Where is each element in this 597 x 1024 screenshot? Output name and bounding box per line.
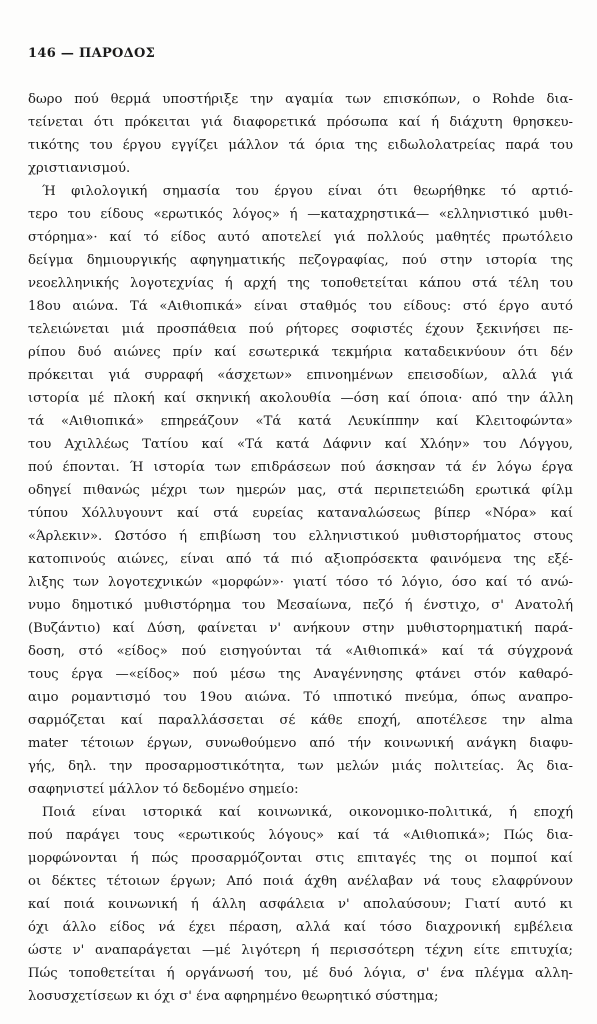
body-text (28, 88, 573, 1008)
text-line: σαρμόζεται καί παραλλάσσεται σέ κάθε εποχή, αποτέλεσε την alma (28, 713, 573, 728)
text-line: οι δέκτες τέτοιων έργων; Από ποιά άχθη ανέλαβαν νά τους ελαφρύνουν (28, 874, 573, 889)
text-line: τους έργα —«είδος» πού μέσω της Αναγέννησης φτάνει στόν καθαρό- (28, 667, 573, 682)
text-line: χριστιανισμού. (28, 161, 131, 176)
text-line: δωρο πού θερμά υποστήριξε την αγαμία των επισκόπων, ο Rohde δια- (28, 92, 573, 107)
text-line: νεοελληνικής λογοτεχνίας ή αρχή της τοποθετείται κάπου στά τέλη του (28, 276, 573, 291)
text-line: τελειώνεται μιά προσπάθεια πού ρήτορες σοφιστές έχουν ξεκινήσει πε- (28, 322, 573, 337)
text-line: mater τέτοιων έργων, συνωθούμενο από τήν κοινωνική ανάγκη διαφυ- (28, 736, 573, 751)
text-line: κατοπινούς αιώνες, είναι από τά πιό αξιοπρόσεκτα φαινόμενα της εξέ- (28, 552, 573, 567)
text-line: λοσυσχετίσεων κι όχι σ' ένα αφηρημένο θεωρητικό σύστημα; (28, 989, 439, 1004)
text-line: ώστε ν' αναπαράγεται —μέ λιγότερη ή περισσότερη τέχνη είτε επιτυχία; (28, 943, 573, 958)
text-line: δοση, στό «είδος» πού εισηγούνται τά «Αιθιοπικά» καί τά σύγχρονά (28, 644, 573, 659)
text-line: «Άρλεκιν». Ωστόσο ή επιβίωση του ελληνιστικού μυθιστορήματος στους (28, 529, 573, 544)
text-line: Ή φιλολογική σημασία του έργου είναι ότι θεωρήθηκε τό αρτιό- (42, 184, 573, 199)
text-line: 18ου αιώνα. Τά «Αιθιοπικά» είναι σταθμός του είδους: στό έργο αυτό (28, 299, 573, 314)
text-line: σαφηνιστεί μάλλον τό δεδομένο σημείο: (28, 782, 299, 797)
text-line: οδηγεί πιθανώς μέχρι των ημερών μας, στά περιπετειώδη ερωτικά φίλμ (28, 483, 573, 498)
running-head: 146 — ΠΑΡΟΔΟΣ (28, 46, 156, 61)
text-line: νυμο δημοτικό μυθιστόρημα του Μεσαίωνα, πεζό ή ένστιχο, σ' Ανατολή (28, 598, 573, 613)
text-line: Ποιά είναι ιστορικά καί κοινωνικά, οικονομικο-πολιτικά, ή εποχή (42, 805, 573, 820)
text-line: ιστορία μέ πλοκή καί σκηνική ακολουθία —όση καί όποια· από την άλλη (28, 391, 573, 406)
text-line: τικότης του έργου εγγίζει μάλλον τά όρια της ειδωλολατρείας παρά του (28, 138, 573, 153)
text-line: (Βυζάντιο) καί Δύση, φαίνεται ν' ανήκουν στην μυθιστορηματική παρά- (28, 621, 573, 636)
text-line: πρόκειται γιά συρραφή «άσχετων» επινοημένων επεισοδίων, αλλά γιά (28, 368, 573, 383)
text-line: στόρημα»· καί τό είδος αυτό αποτελεί γιά πολλούς μαθητές πρωτόλειο (28, 230, 573, 245)
text-line: τείνεται ότι πρόκειται γιά διαφορετικά πρόσωπα καί ή διάχυτη θρησκευ- (28, 115, 573, 130)
text-line: ρίπου δυό αιώνες πρίν καί εσωτερικά τεκμήρια καταδεικνύουν ότι δέν (28, 345, 573, 360)
text-line: πού παράγει τους «ερωτικούς λόγους» καί τά «Αιθιοπικά»; Πώς δια- (28, 828, 573, 843)
text-line: τύπου Χόλλυγουντ καί στά ευρείας καταναλώσεως βίπερ «Νόρα» καί (28, 506, 573, 521)
text-line: του Αχιλλέως Τατίου καί «Τά κατά Δάφνιν καί Χλόην» του Λόγγου, (28, 437, 573, 452)
text-line: δείγμα δημιουργικής αφηγηματικής πεζογραφίας, πού στην ιστορία της (28, 253, 573, 268)
text-line: μορφώνονται ή πώς προσαρμόζονται στις επιταγές της οι πομποί καί (28, 851, 573, 866)
text-line: τά «Αιθιοπικά» επηρεάζουν «Τά κατά Λευκίππην καί Κλειτοφώντα» (28, 414, 573, 429)
text-line: γής, δηλ. την προσαρμοστικότητα, των μελών μιάς πολιτείας. Άς δια- (28, 759, 573, 774)
text-line: λιξης των λογοτεχνικών «μορφών»· γιατί τόσο τό λόγιο, όσο καί τό ανώ- (28, 575, 573, 590)
text-line: καί ποιά κοινωνική ή άλλη ασφάλεια ν' απολαύσουν; Γιατί αυτό κι (28, 897, 573, 912)
text-line: τερο του είδους «ερωτικός λόγος» ή —καταχρηστικά— «ελληνιστικό μυθι- (28, 207, 573, 222)
text-line: πού έπονται. Ή ιστορία των επιδράσεων πού άσκησαν τά έν λόγω έργα (28, 460, 573, 475)
text-line: αιμο ρομαντισμό του 19ου αιώνα. Τό ιπποτικό πνεύμα, όπως αναπρο- (28, 690, 573, 705)
text-line: Πώς τοποθετείται ή οργάνωσή του, μέ δυό λόγια, σ' ένα πλέγμα αλλη- (28, 966, 573, 981)
text-line: όχι άλλο είδος νά έχει πέραση, αλλά καί τόσο διαχρονική εμβέλεια (28, 920, 573, 935)
